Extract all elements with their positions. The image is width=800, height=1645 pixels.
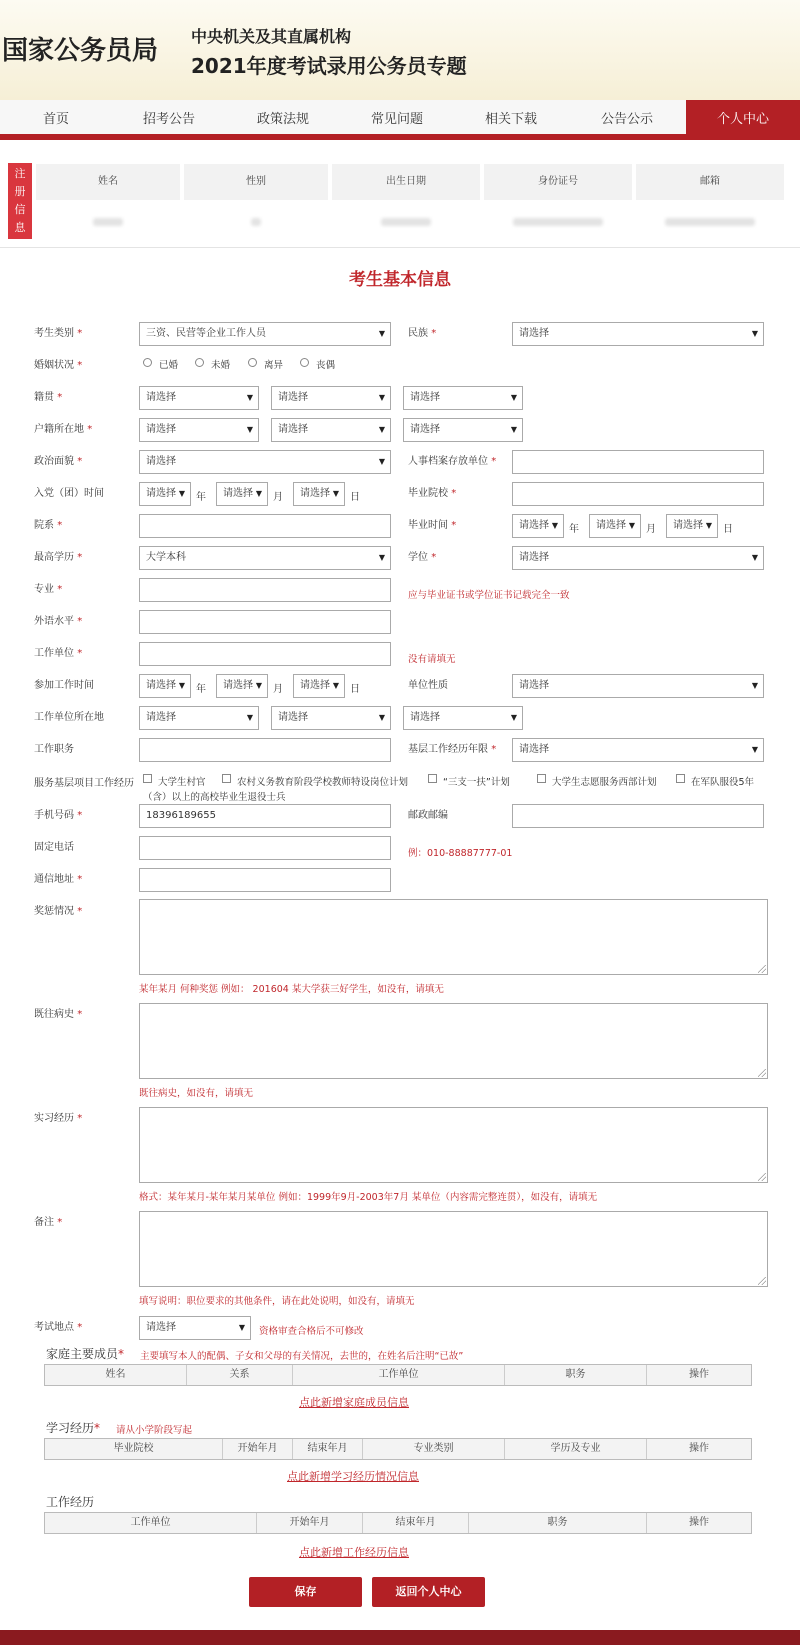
select-hukou-province[interactable]: 请选择 ▼ xyxy=(139,418,259,442)
hint-employer: 没有请填无 xyxy=(408,654,456,665)
reg-birthdate-value xyxy=(332,204,480,240)
page-title: 考生基本信息 xyxy=(349,270,451,290)
hint-remarks: 填写说明：职位要求的其他条件，请在此处说明，如没有，请填无 xyxy=(139,1296,415,1307)
hint-medical: 既往病史，如没有，请填无 xyxy=(139,1088,254,1099)
family-table-header xyxy=(44,1364,752,1386)
checkbox-western-volunteer[interactable] xyxy=(537,774,546,783)
select-work-year[interactable]: 请选择 ▼ xyxy=(139,674,191,698)
unit-year: 年 xyxy=(569,524,579,535)
input-school[interactable] xyxy=(512,482,764,506)
nav-downloads[interactable]: 相关下载 xyxy=(484,112,537,127)
resize-grip-icon[interactable] xyxy=(758,1173,766,1181)
label-school: 毕业院校 * xyxy=(408,488,457,499)
label-employer: 工作单位 * xyxy=(34,648,83,659)
work-section-title: 工作经历 xyxy=(46,1495,95,1509)
col-name: 姓名 xyxy=(45,1365,187,1385)
select-employer-city[interactable]: 请选择 ▼ xyxy=(271,706,391,730)
input-archive-unit[interactable] xyxy=(512,450,764,474)
col-major-type: 专业类别 xyxy=(363,1439,505,1459)
unit-day: 日 xyxy=(723,524,733,535)
select-grad-day[interactable]: 请选择 ▼ xyxy=(666,514,718,538)
col-position: 职务 xyxy=(469,1513,647,1533)
save-button[interactable]: 保存 xyxy=(249,1577,362,1607)
select-exam-site[interactable]: 请选择 ▼ xyxy=(139,1316,251,1340)
nav-personal-center[interactable]: 个人中心 xyxy=(686,100,800,140)
checkbox-military-service[interactable] xyxy=(676,774,685,783)
select-native-county[interactable]: 请选择 ▼ xyxy=(403,386,523,410)
radio-single[interactable] xyxy=(195,358,204,367)
input-language[interactable] xyxy=(139,610,391,634)
reg-col-birthdate: 出生日期 xyxy=(332,164,480,200)
hint-major: 应与毕业证书或学位证书记载完全一致 xyxy=(408,590,570,601)
reg-col-name: 姓名 xyxy=(36,164,180,200)
select-political[interactable]: 请选择 ▼ xyxy=(139,450,391,474)
nav-announcements[interactable]: 招考公告 xyxy=(142,112,195,127)
unit-year: 年 xyxy=(196,492,206,503)
checkbox-label-continued: （含）以上的高校毕业生退役士兵 xyxy=(143,792,286,803)
label-grassroots-years: 基层工作经历年限 * xyxy=(408,744,497,755)
work-table-header xyxy=(44,1512,752,1534)
label-landline: 固定电话 xyxy=(34,842,74,853)
input-job-title[interactable] xyxy=(139,738,391,762)
hint-exam-site: 资格审查合格后不可修改 xyxy=(259,1326,364,1337)
label-internship: 实习经历 * xyxy=(34,1113,83,1124)
input-address[interactable] xyxy=(139,868,391,892)
registration-table xyxy=(36,164,784,240)
select-grad-month[interactable]: 请选择 ▼ xyxy=(589,514,641,538)
input-landline[interactable] xyxy=(139,836,391,860)
col-degree-major: 学历及专业 xyxy=(505,1439,647,1459)
checkbox-label: 在军队服役5年 xyxy=(691,777,755,788)
select-ethnicity[interactable]: 请选择 ▼ xyxy=(512,322,764,346)
input-department[interactable] xyxy=(139,514,391,538)
radio-label: 已婚 xyxy=(159,360,179,371)
radio-label: 丧偶 xyxy=(316,360,336,371)
site-logo-title: 国家公务员局 xyxy=(2,36,159,66)
label-language: 外语水平 * xyxy=(34,616,83,627)
add-study-record-link[interactable]: 点此新增学习经历情况信息 xyxy=(287,1470,419,1483)
label-party-date: 入党（团）时间 xyxy=(34,488,104,499)
hint-landline: 例：010-88887777-01 xyxy=(408,848,513,859)
select-hukou-county[interactable]: 请选择 ▼ xyxy=(403,418,523,442)
checkbox-village-official[interactable] xyxy=(143,774,152,783)
label-medical: 既往病史 * xyxy=(34,1009,83,1020)
label-political: 政治面貌 * xyxy=(34,456,83,467)
select-grad-year[interactable]: 请选择 ▼ xyxy=(512,514,564,538)
select-native-province[interactable]: 请选择 ▼ xyxy=(139,386,259,410)
unit-day: 日 xyxy=(350,492,360,503)
select-unit-nature[interactable]: 请选择 ▼ xyxy=(512,674,764,698)
col-position: 职务 xyxy=(505,1365,647,1385)
label-awards: 奖惩情况 * xyxy=(34,906,83,917)
label-employer-location: 工作单位所在地 xyxy=(34,712,104,723)
label-job-title: 工作职务 xyxy=(34,744,74,755)
reg-col-gender: 性别 xyxy=(184,164,328,200)
study-table-header xyxy=(44,1438,752,1460)
label-hukou: 户籍所在地 * xyxy=(34,424,93,435)
label-ethnicity: 民族 * xyxy=(408,328,437,339)
select-employer-county[interactable]: 请选择 ▼ xyxy=(403,706,523,730)
label-education: 最高学历 * xyxy=(34,552,83,563)
reg-char: 信 xyxy=(14,203,26,216)
label-unit-nature: 单位性质 xyxy=(408,680,448,691)
radio-label: 未婚 xyxy=(211,360,231,371)
label-postcode: 邮政邮编 xyxy=(408,810,448,821)
checkbox-label: 农村义务教育阶段学校教师特设岗位计划 xyxy=(237,777,409,788)
nav-policies[interactable]: 政策法规 xyxy=(256,112,309,127)
checkbox-label: 大学生村官 xyxy=(158,777,206,788)
reg-char: 息 xyxy=(14,221,26,234)
input-mobile[interactable]: 18396189655 xyxy=(139,804,391,828)
col-school: 毕业院校 xyxy=(45,1439,223,1459)
col-actions: 操作 xyxy=(689,1369,709,1380)
label-archive-unit: 人事档案存放单位 * xyxy=(408,456,497,467)
header-subtitle-1: 中央机关及其直属机构 xyxy=(191,27,352,46)
hint-internship: 格式：某年某月-某年某月某单位 例如：1999年9月-2003年7月 某单位（内容需完整连贯），如没有，请填无 xyxy=(139,1192,598,1203)
study-section-note: 请从小学阶段写起 xyxy=(116,1425,193,1436)
label-address: 通信地址 * xyxy=(34,874,83,885)
label-grad-time: 毕业时间 * xyxy=(408,520,457,531)
col-employer: 工作单位 xyxy=(45,1513,257,1533)
checkbox-label: 大学生志愿服务西部计划 xyxy=(552,777,657,788)
footer-bar xyxy=(0,1630,800,1645)
col-actions: 操作 xyxy=(689,1443,709,1454)
unit-month: 月 xyxy=(273,684,283,695)
select-native-city[interactable]: 请选择 ▼ xyxy=(271,386,391,410)
reg-email-value xyxy=(636,204,784,240)
resize-grip-icon[interactable] xyxy=(758,1069,766,1077)
section-divider xyxy=(0,247,800,248)
resize-grip-icon[interactable] xyxy=(758,965,766,973)
select-education[interactable]: 大学本科 ▼ xyxy=(139,546,391,570)
hint-awards: 某年某月 何种奖惩 例如： 201604 某大学获三好学生，如没有，请填无 xyxy=(139,984,444,995)
col-relation: 关系 xyxy=(187,1365,293,1385)
nav-home[interactable]: 首页 xyxy=(42,112,69,127)
label-native-place: 籍贯 * xyxy=(34,392,63,403)
radio-married[interactable] xyxy=(143,358,152,367)
reg-char: 注 xyxy=(14,167,26,180)
family-section-note: 主要填写本人的配偶、子女和父母的有关情况，去世的，在姓名后注明“已故” xyxy=(140,1351,464,1362)
label-marital: 婚姻状况 * xyxy=(34,360,83,371)
label-remarks: 备注 * xyxy=(34,1217,63,1228)
input-postcode[interactable] xyxy=(512,804,764,828)
input-major[interactable] xyxy=(139,578,391,602)
input-employer[interactable] xyxy=(139,642,391,666)
select-employer-province[interactable]: 请选择 ▼ xyxy=(139,706,259,730)
col-start: 开始年月 xyxy=(257,1513,363,1533)
unit-month: 月 xyxy=(273,492,283,503)
col-end: 结束年月 xyxy=(363,1513,469,1533)
col-employer: 工作单位 xyxy=(293,1365,505,1385)
label-exam-site: 考试地点 * xyxy=(34,1322,83,1333)
select-degree[interactable]: 请选择 ▼ xyxy=(512,546,764,570)
study-section-title: 学习经历* xyxy=(46,1421,101,1435)
reg-col-id-number: 身份证号 xyxy=(484,164,632,200)
nav-notices[interactable]: 公告公示 xyxy=(600,112,653,127)
select-category[interactable]: 三资、民营等企业工作人员 ▼ xyxy=(139,322,391,346)
select-work-day[interactable]: 请选择 ▼ xyxy=(293,674,345,698)
radio-label: 离异 xyxy=(264,360,284,371)
label-mobile: 手机号码 * xyxy=(34,810,83,821)
label-category: 考生类别 * xyxy=(34,328,83,339)
registration-info-label xyxy=(8,163,32,239)
textarea-remarks[interactable] xyxy=(139,1211,768,1287)
reg-name-value xyxy=(36,204,180,240)
checkbox-rural-teacher[interactable] xyxy=(222,774,231,783)
col-end: 结束年月 xyxy=(293,1439,363,1459)
unit-month: 月 xyxy=(646,524,656,535)
radio-divorced[interactable] xyxy=(248,358,257,367)
unit-year: 年 xyxy=(196,684,206,695)
reg-gender-value xyxy=(184,204,328,240)
col-start: 开始年月 xyxy=(223,1439,293,1459)
col-actions: 操作 xyxy=(689,1517,709,1528)
main-nav xyxy=(0,100,800,140)
select-grassroots-years[interactable]: 请选择 ▼ xyxy=(512,738,764,762)
select-party-day[interactable]: 请选择 ▼ xyxy=(293,482,345,506)
reg-id-value xyxy=(484,204,632,240)
checkbox-label: “三支一扶”计划 xyxy=(443,777,510,788)
add-family-member-link[interactable]: 点此新增家庭成员信息 xyxy=(299,1396,409,1409)
unit-day: 日 xyxy=(350,684,360,695)
checkbox-three-supports[interactable] xyxy=(428,774,437,783)
nav-faq[interactable]: 常见问题 xyxy=(370,112,423,127)
select-hukou-city[interactable]: 请选择 ▼ xyxy=(271,418,391,442)
label-service-project: 服务基层项目工作经历 xyxy=(34,778,134,789)
back-to-personal-center-button[interactable]: 返回个人中心 xyxy=(372,1577,485,1607)
textarea-internship[interactable] xyxy=(139,1107,768,1183)
label-work-start: 参加工作时间 xyxy=(34,680,94,691)
textarea-medical[interactable] xyxy=(139,1003,768,1079)
header-subtitle-2: 2021年度考试录用公务员专题 xyxy=(191,54,467,78)
reg-col-email: 邮箱 xyxy=(636,164,784,200)
select-party-year[interactable]: 请选择 ▼ xyxy=(139,482,191,506)
select-work-month[interactable]: 请选择 ▼ xyxy=(216,674,268,698)
select-party-month[interactable]: 请选择 ▼ xyxy=(216,482,268,506)
label-major: 专业 * xyxy=(34,584,63,595)
family-section-title: 家庭主要成员* xyxy=(46,1347,125,1361)
label-department: 院系 * xyxy=(34,520,63,531)
reg-char: 册 xyxy=(14,185,26,198)
textarea-awards[interactable] xyxy=(139,899,768,975)
add-work-record-link[interactable]: 点此新增工作经历信息 xyxy=(299,1546,409,1559)
radio-widowed[interactable] xyxy=(300,358,309,367)
site-header xyxy=(0,0,800,100)
resize-grip-icon[interactable] xyxy=(758,1277,766,1285)
label-degree: 学位 * xyxy=(408,552,437,563)
